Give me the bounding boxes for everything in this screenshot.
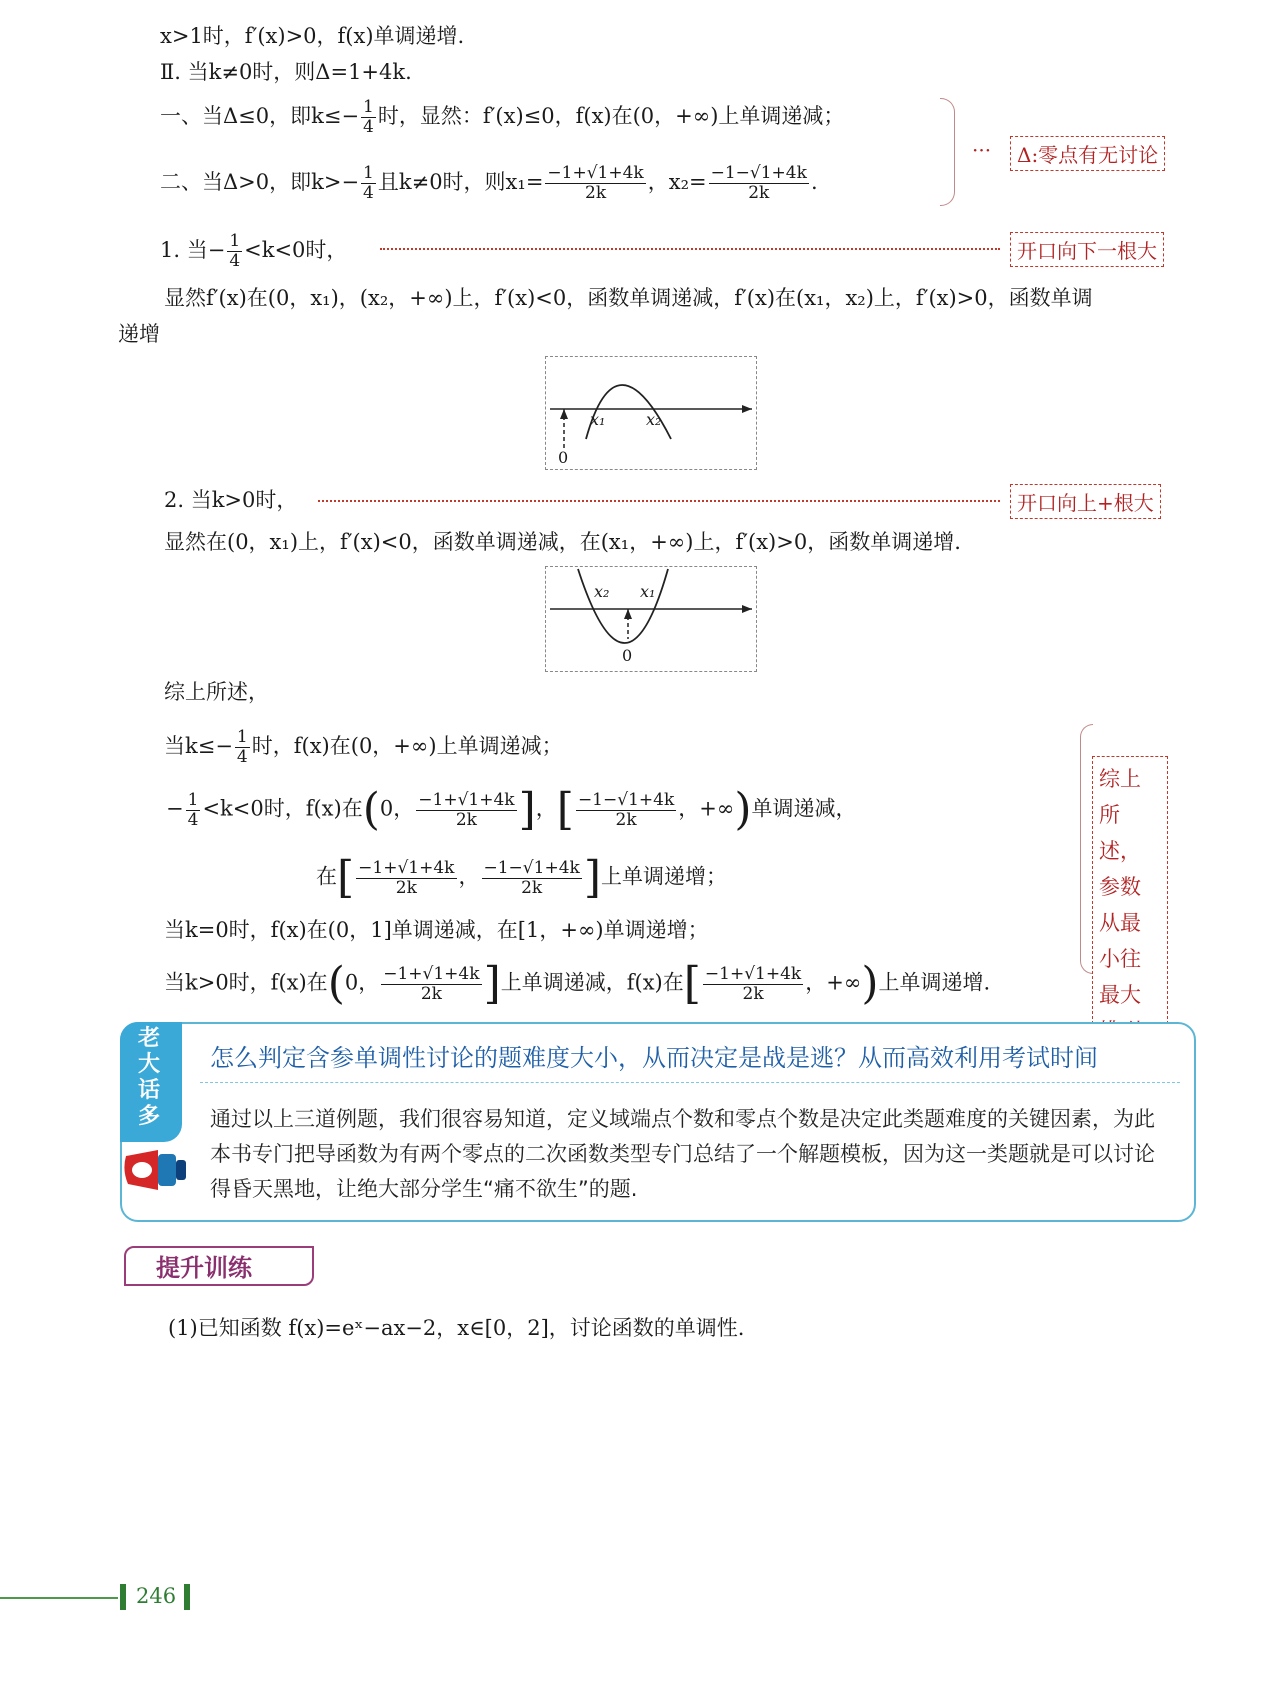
section-title: 提升训练 bbox=[156, 1254, 252, 1282]
footer-rule bbox=[0, 1597, 118, 1599]
page-bar-left bbox=[120, 1584, 126, 1610]
text-line: 在[ $\frac{-1+√1+4k}{2k}$ ， $\frac{-1-√1+4k}{2k}$ ]上单调递增； bbox=[316, 852, 727, 903]
note-open-down: 开口向下一根大 bbox=[1010, 232, 1164, 267]
label-x1: x₁ bbox=[640, 582, 656, 601]
label-origin: 0 bbox=[622, 646, 633, 665]
label-x2: x₂ bbox=[594, 582, 610, 601]
text-line: x>1时，f′(x)>0，f(x)单调递增. bbox=[160, 24, 465, 48]
text-line: 1. 当− $\frac{1}{4}$ <k<0时， bbox=[160, 231, 348, 271]
label-x1: x₁ bbox=[590, 410, 606, 429]
note-summary: 综上所述，参数从最小往最大 bbox=[1092, 756, 1168, 1054]
ellipsis: ··· bbox=[972, 138, 992, 162]
text-line: 当k=0时，f(x)在(0，1]单调递减，在[1，+∞)单调递增； bbox=[164, 918, 709, 942]
text-line: Ⅱ. 当k≠0时，则Δ=1+4k. bbox=[160, 60, 412, 84]
page-bar-right bbox=[184, 1584, 190, 1610]
fraction: $\frac{-1-√1+4k}{2k}$ bbox=[710, 163, 807, 203]
label-x2: x₂ bbox=[646, 410, 662, 429]
fraction: $\frac{1}{4}$ bbox=[363, 97, 374, 137]
text-line: 显然在(0，x₁)上，f′(x)<0，函数单调递减，在(x₁，+∞)上，f′(x)>0，函数单调递增. bbox=[164, 530, 961, 554]
right-brace bbox=[940, 98, 955, 206]
text-line: 当k≤− $\frac{1}{4}$ 时，f(x)在(0，+∞)上单调递减； bbox=[164, 727, 563, 767]
callout-divider bbox=[200, 1082, 1180, 1083]
problem-text: (1)已知函数 f(x)=eˣ−ax−2，x∈[0，2]，讨论函数的单调性. bbox=[168, 1316, 745, 1340]
text-line: 一、当Δ≤0，即k≤− $\frac{1}{4}$ 时，显然：f′(x)≤0，f(x)在(0，+∞)上单调递减； bbox=[160, 97, 845, 137]
note-open-up: 开口向上+根大 bbox=[1010, 484, 1161, 519]
dotted-leader bbox=[380, 248, 1000, 250]
callout-body: 通过以上三道例题，我们很容易知道，定义域端点个数和零点个数是决定此类题难度的关键因素，为此本书专门把导函数为有两个零点的二次函数类型专门总结了一个解题模板，因为这一类题就是可以讨论得昏天黑地，让绝大部分学生“痛不欲生”的题. bbox=[210, 1107, 1155, 1201]
callout-side-label: 老大话多 bbox=[138, 1026, 161, 1129]
text-line: 二、当Δ>0，即k>− $\frac{1}{4}$ 且k≠0时，则x₁= $\frac{-1+√1+4k}{2k}$ ，x₂= $\frac{-1-√1+4k}{2k}$ . bbox=[160, 163, 818, 203]
text-line: 递增 bbox=[118, 322, 160, 346]
text-line: − $\frac{1}{4}$ <k<0时，f(x)在(0， $\frac{-1+√1+4k}{2k}$ ]，[ $\frac{-1-√1+4k}{2k}$ ，+∞)单调递减， bbox=[166, 784, 857, 835]
text-line: 2. 当k>0时， bbox=[164, 488, 298, 512]
text-line: 综上所述， bbox=[164, 680, 269, 704]
text-line: 显然f′(x)在(0，x₁)，(x₂，+∞)上，f′(x)<0，函数单调递减，f′(x)在(x₁，x₂)上，f′(x)>0，函数单调 bbox=[164, 286, 1093, 310]
text-line: 当k>0时，f(x)在(0， $\frac{-1+√1+4k}{2k}$ ]上单调递减，f(x)在[ $\frac{-1+√1+4k}{2k}$ ，+∞)上单调递增. bbox=[164, 958, 991, 1009]
callout-title: 怎么判定含参单调性讨论的题难度大小，从而决定是战是逃？从而高效利用考试时间 bbox=[210, 1044, 1098, 1072]
fraction: $\frac{-1+√1+4k}{2k}$ bbox=[547, 163, 644, 203]
note-zero-discussion: Δ:零点有无讨论 bbox=[1010, 136, 1165, 171]
label-origin: 0 bbox=[558, 448, 569, 467]
megaphone-icon bbox=[118, 1138, 198, 1200]
page-number: 246 bbox=[136, 1584, 177, 1608]
dotted-leader bbox=[318, 500, 1000, 502]
